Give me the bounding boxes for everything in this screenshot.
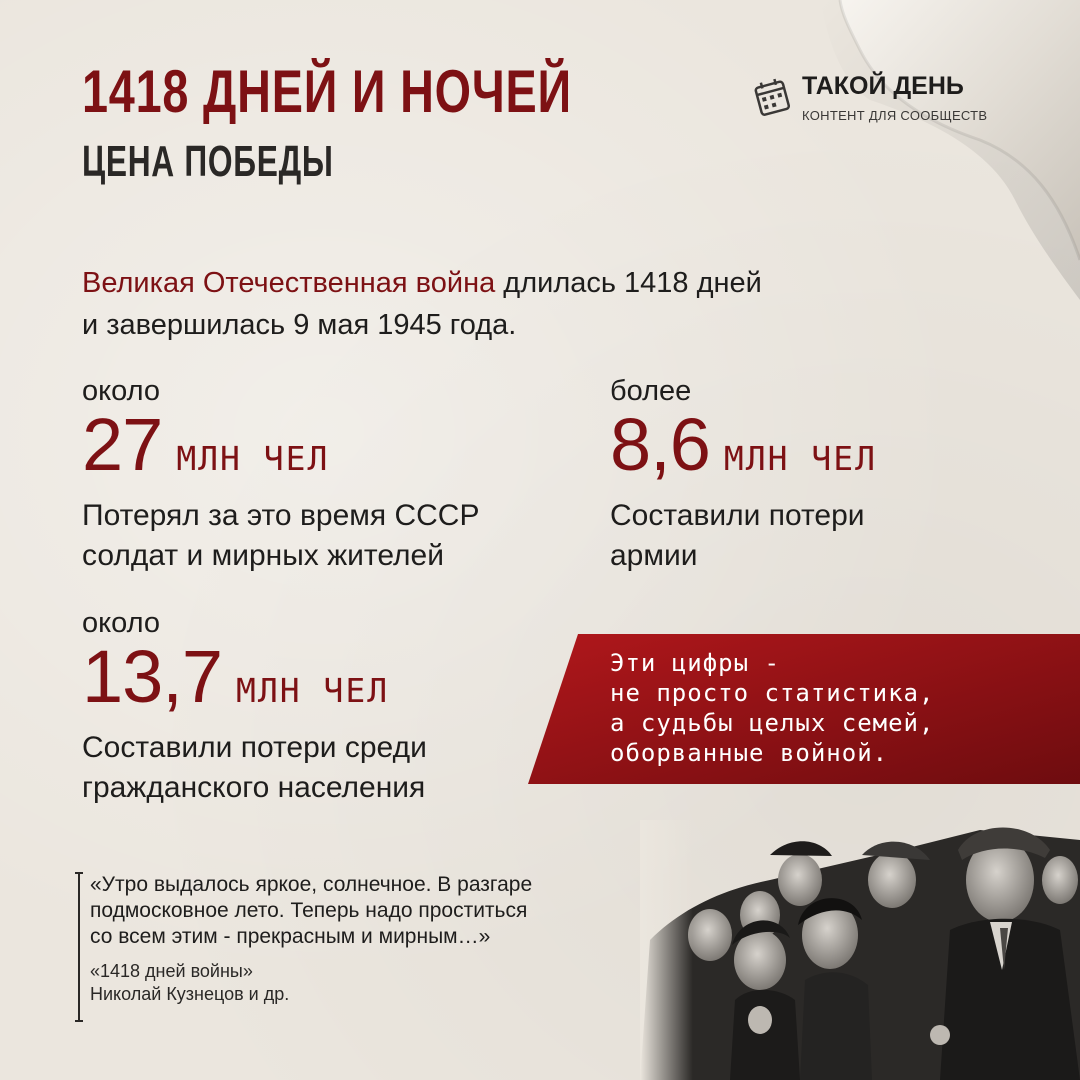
intro-paragraph xyxy=(82,262,942,346)
quote-bracket-top xyxy=(75,872,83,874)
stat-prefix: около xyxy=(82,607,161,639)
quote-source xyxy=(90,960,660,1006)
crowd-photo xyxy=(640,820,1080,1080)
brand-tagline: КОНТЕНТ ДЛЯ СООБЩЕСТВ xyxy=(802,108,988,123)
quote-source-title: «1418 дней войны» xyxy=(90,961,253,981)
brand-name: ТАКОЙ ДЕНЬ xyxy=(802,72,964,100)
quote-text xyxy=(90,872,660,950)
banner-line: Эти цифры - xyxy=(610,649,780,677)
banner-line: не просто статистика, xyxy=(610,679,935,707)
stat-description-line: Потерял за это время СССР xyxy=(82,499,480,532)
stat-unit: МЛН ЧЕЛ xyxy=(176,439,330,478)
stat-number: 13,7 xyxy=(82,635,223,718)
intro-highlight: Великая Отечественная война xyxy=(82,267,496,299)
banner-line: оборванные войной. xyxy=(610,739,889,767)
stat-total-losses xyxy=(82,374,479,576)
quote-line: «Утро выдалось яркое, солнечное. В разгаре xyxy=(90,873,533,896)
intro-line2: и завершилась 9 мая 1945 года. xyxy=(82,309,517,341)
calendar-icon xyxy=(750,74,796,120)
stat-description xyxy=(82,496,479,576)
page-title: 1418 ДНЕЙ И НОЧЕЙ xyxy=(82,58,572,125)
brand-logo xyxy=(750,72,1010,132)
banner-line: а судьбы целых семей, xyxy=(610,709,935,737)
stat-description xyxy=(82,728,427,808)
intro-line1: длилась 1418 дней xyxy=(495,267,762,299)
stat-description-line: гражданского населения xyxy=(82,771,426,804)
stat-description-line: Составили потери среди xyxy=(82,731,427,764)
stat-description xyxy=(610,496,877,576)
stat-description-line: солдат и мирных жителей xyxy=(82,539,444,572)
quote-bracket-bottom xyxy=(75,1020,83,1022)
stat-army-losses xyxy=(610,374,877,576)
stat-description-line: Составили потери xyxy=(610,499,865,532)
stat-civilian-losses xyxy=(82,606,427,808)
stat-prefix: более xyxy=(610,375,692,407)
quote-source-author: Николай Кузнецов и др. xyxy=(90,984,290,1004)
stat-number: 27 xyxy=(82,403,163,486)
stat-unit: МЛН ЧЕЛ xyxy=(236,671,390,710)
page-curl-decoration xyxy=(780,0,1080,300)
quote-line: со всем этим - прекрасным и мирным…» xyxy=(90,925,491,948)
stat-prefix: около xyxy=(82,375,161,407)
page-subtitle: ЦЕНА ПОБЕДЫ xyxy=(82,137,334,186)
stat-unit: МЛН ЧЕЛ xyxy=(723,439,877,478)
quote-banner xyxy=(528,634,1080,784)
stat-number: 8,6 xyxy=(610,403,710,486)
stat-description-line: армии xyxy=(610,539,698,572)
book-quote xyxy=(78,872,660,1022)
banner-text xyxy=(610,648,1070,768)
quote-line: подмосковное лето. Теперь надо проститься xyxy=(90,899,528,922)
